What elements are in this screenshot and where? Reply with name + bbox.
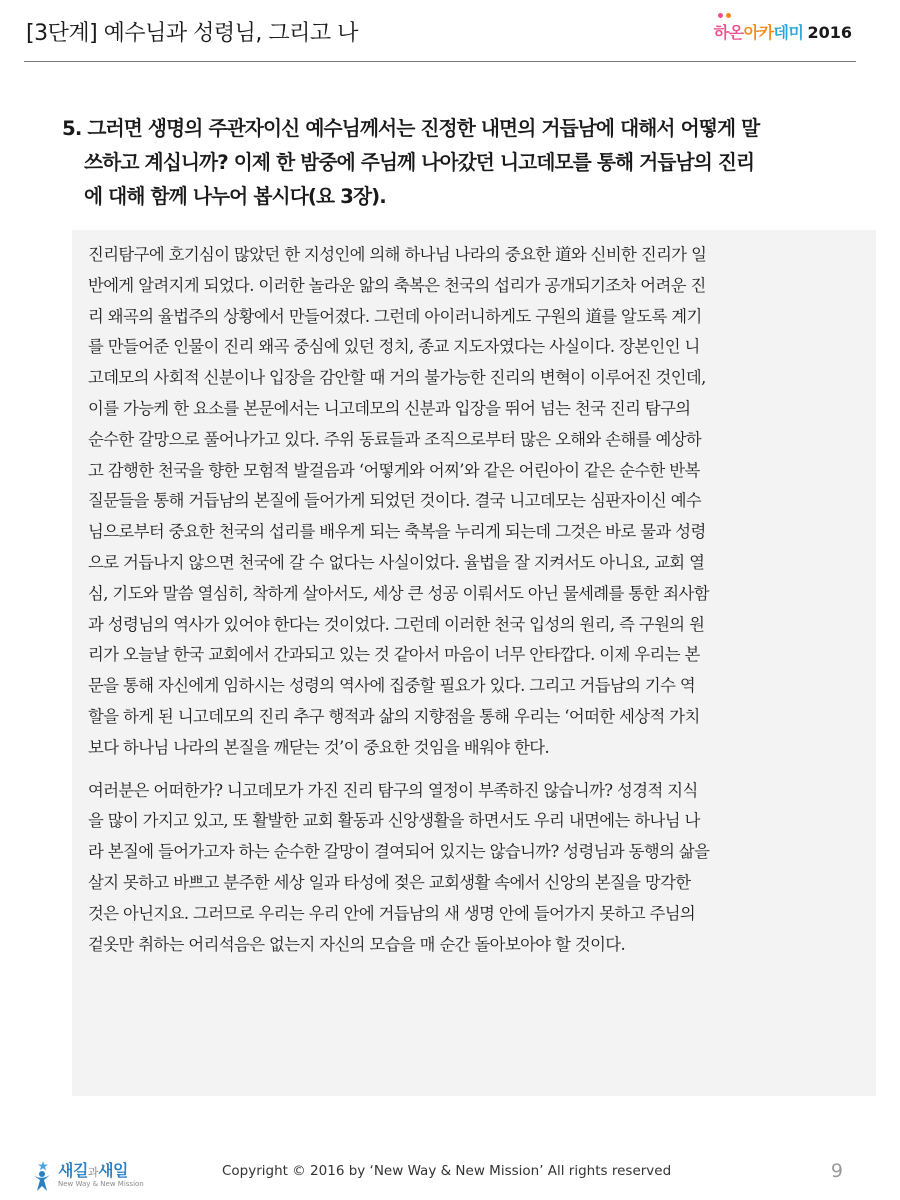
paragraph-line: 리 왜곡의 율법주의 상황에서 만들어졌다. 그런데 아이러니하게도 구원의 道를 알도록 계기	[88, 306, 702, 326]
paragraph-line: 를 만들어준 인물이 진리 왜곡 중심에 있던 정치, 종교 지도자였다는 사실이다. 장본인인 니	[88, 337, 700, 357]
footer-logo	[30, 1158, 160, 1198]
question-5	[62, 112, 862, 214]
page-number: 9	[830, 1160, 843, 1182]
brand-name-part3: 데미	[773, 23, 804, 42]
brand-dots-icon	[718, 13, 731, 18]
reading-box	[72, 230, 876, 1096]
paragraph-line: 반에게 알려지게 되었다. 이러한 놀라운 앎의 축복은 천국의 섭리가 공개되기조차 어려운 진	[88, 275, 706, 295]
page-header	[0, 0, 900, 62]
paragraph-line: 여러분은 어떠한가? 니고데모가 가진 진리 탐구의 열정이 부족하진 않습니까? 성경적 지식	[88, 780, 698, 800]
page-title: [3단계] 예수님과 성령님, 그리고 나	[26, 21, 358, 46]
paragraph-line: 리가 오늘날 한국 교회에서 간과되고 있는 것 같아서 마음이 너무 안타깝다. 이제 우리는 본	[88, 645, 700, 665]
brand-year: 2016	[807, 23, 852, 42]
brand-logo	[714, 20, 852, 43]
paragraph-line: 순수한 갈망으로 풀어나가고 있다. 주위 동료들과 조직으로부터 많은 오해와 손해를 예상하	[88, 429, 702, 449]
paragraph-line: 님으로부터 중요한 천국의 섭리를 배우게 되는 축복을 누리게 되는데 그것은 바로 물과 성령	[88, 522, 706, 542]
question-line: 5. 그러면 생명의 주관자이신 예수님께서는 진정한 내면의 거듭남에 대해서 어떻게 말	[62, 117, 760, 140]
paragraph-line: 진리탐구에 호기심이 많았던 한 지성인에 의해 하나님 나라의 중요한 道와 신비한 진리가 일	[88, 245, 707, 264]
logo-subtitle: New Way & New Mission	[58, 1180, 144, 1188]
paragraph-line: 보다 하나님 나라의 본질을 깨닫는 것’이 중요한 것임을 배워야 한다.	[88, 737, 550, 757]
paragraph-line: 살지 못하고 바쁘고 분주한 세상 일과 타성에 젖은 교회생활 속에서 신앙의 본질을 망각한	[88, 872, 691, 892]
person-star-icon	[30, 1160, 56, 1194]
logo-part1: 새길	[58, 1161, 88, 1180]
logo-part2: 과	[87, 1166, 99, 1179]
paragraph-line: 이를 가능케 한 요소를 본문에서는 니고데모의 신분과 입장을 뛰어 넘는 천국 진리 탐구의	[88, 398, 691, 418]
paragraph-line: 문을 통해 자신에게 임하시는 성령의 역사에 집중할 필요가 있다. 그리고 거듭남의 기수 역	[88, 676, 696, 696]
copyright-notice: Copyright © 2016 by ‘New Way & New Mission’ All rights reserved	[222, 1163, 672, 1179]
paragraph-line: 것은 아닌지요. 그러므로 우리는 우리 안에 거듭남의 새 생명 안에 들어가지 못하고 주님의	[88, 903, 696, 923]
paragraph-line: 고 감행한 천국을 향한 모험적 발걸음과 ‘어떻게와 어찌’와 같은 어린아이 같은 순수한 반복	[88, 460, 700, 480]
logo-text	[58, 1158, 128, 1181]
paragraph-line: 으로 거듭나지 않으면 천국에 갈 수 없다는 사실이었다. 율법을 잘 지켜서도 아니요, 교회 열	[88, 552, 705, 572]
logo-part3: 새일	[98, 1161, 128, 1180]
brand-name-part2: 아카	[743, 23, 774, 42]
paragraph-line: 겉옷만 취하는 어리석음은 없는지 자신의 모습을 매 순간 돌아보아야 할 것이다.	[88, 934, 626, 954]
brand-name-part1: 하온	[713, 23, 744, 42]
paragraph-line: 고데모의 사회적 신분이나 입장을 감안할 때 거의 불가능한 진리의 변혁이 이루어진 것인데,	[88, 368, 706, 388]
brand-name	[714, 20, 804, 43]
paragraph-line: 질문들을 통해 거듭남의 본질에 들어가게 되었던 것이다. 결국 니고데모는 심판자이신 예수	[88, 491, 702, 511]
header-divider	[24, 61, 856, 62]
paragraph-line: 할을 하게 된 니고데모의 진리 추구 행적과 삶의 지향점을 통해 우리는 ‘어떠한 세상적 가치	[88, 706, 700, 726]
paragraph-line: 을 많이 가지고 있고, 또 활발한 교회 활동과 신앙생활을 하면서도 우리 내면에는 하나님 나	[88, 811, 700, 831]
paragraph-1	[88, 240, 864, 764]
question-line: 에 대해 함께 나누어 봅시다(요 3장).	[84, 185, 386, 208]
question-line: 쓰하고 계십니까? 이제 한 밤중에 주님께 나아갔던 니고데모를 통해 거듭남의 진리	[84, 151, 755, 174]
paragraph-line: 라 본질에 들어가고자 하는 순수한 갈망이 결여되어 있지는 않습니까? 성령님과 동행의 삶을	[88, 842, 710, 862]
paragraph-line: 심, 기도와 말씀 열심히, 착하게 살아서도, 세상 큰 성공 이뤄서도 아닌 물세례를 통한 죄사함	[88, 583, 709, 603]
paragraph-line: 과 성령님의 역사가 있어야 한다는 것이었다. 그런데 이러한 천국 입성의 원리, 즉 구원의 원	[88, 614, 705, 634]
paragraph-2	[88, 776, 864, 961]
